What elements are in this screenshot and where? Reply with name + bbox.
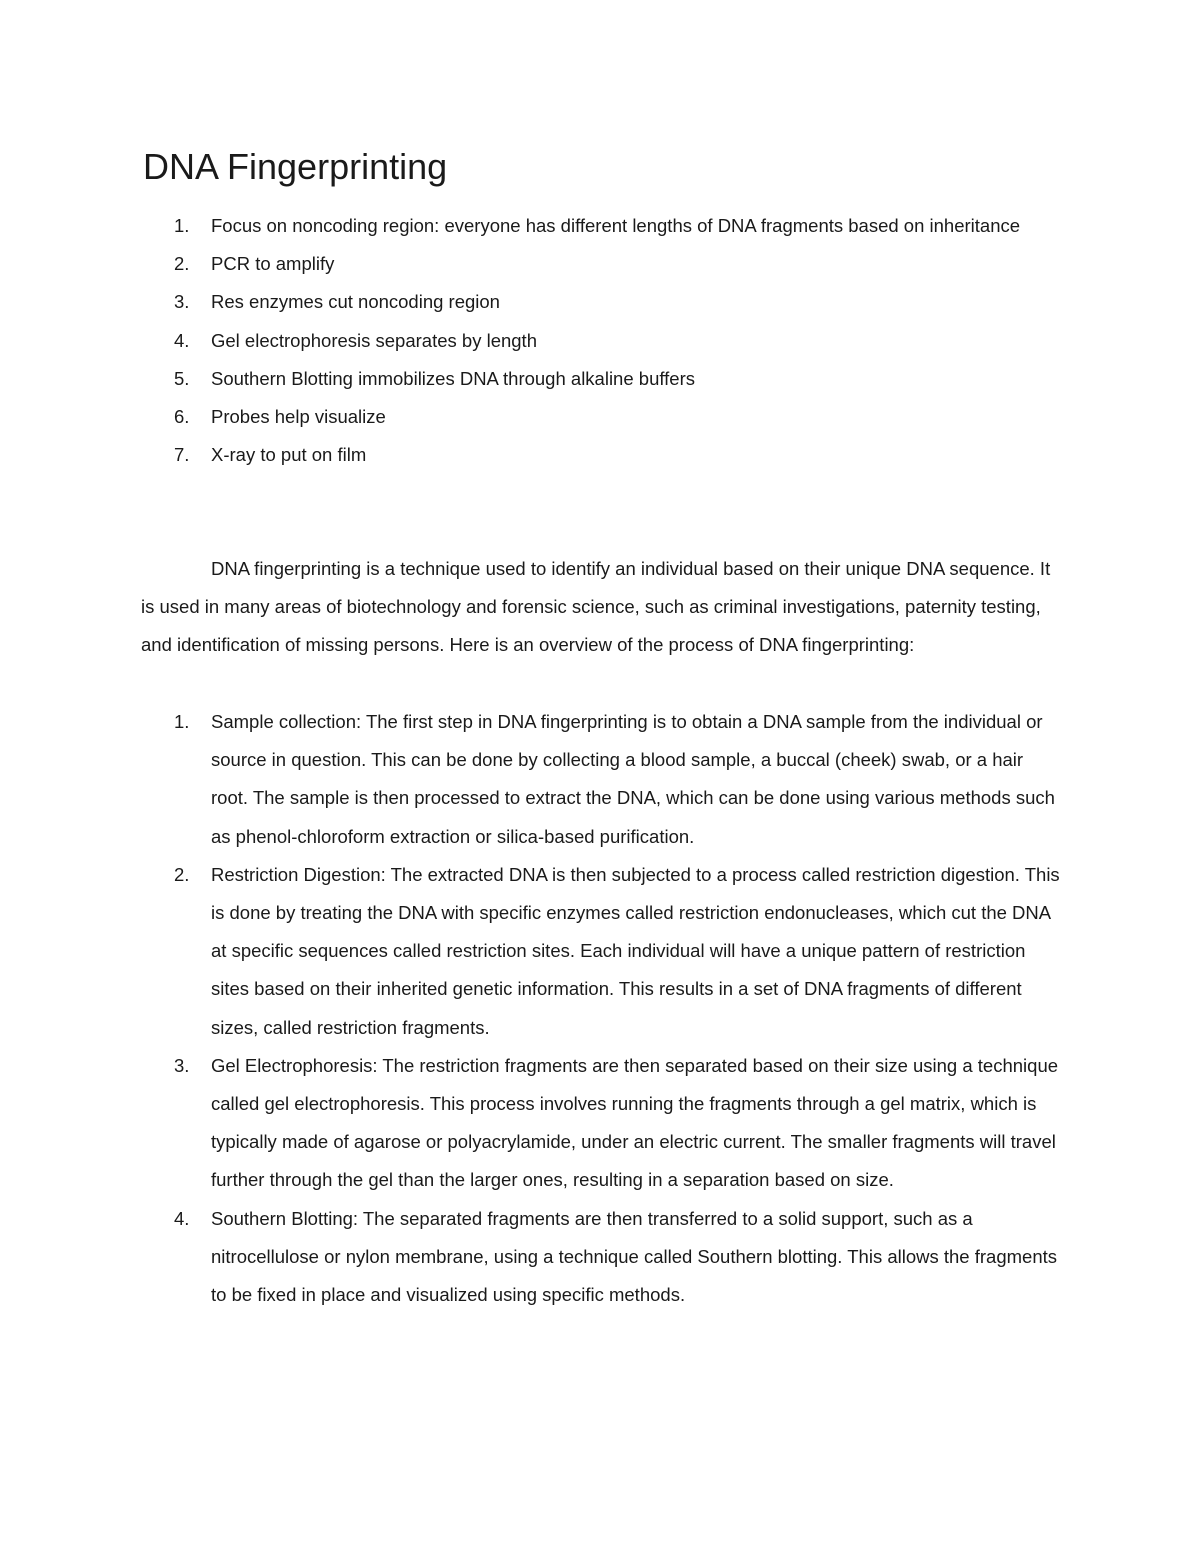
intro-paragraph: DNA fingerprinting is a technique used to identify an individual based on their unique DNA sequence. It is used in many areas of biotechnology and forensic science, such as criminal investigations, paternity testing, and identification of missing persons. Here is an overview of the process of DNA fingerprinting: <box>141 558 1051 656</box>
list-text: Southern Blotting: The separated fragments are then transferred to a solid support, such as a nitrocellulose or nylon membrane, using a technique called Southern blotting. This allows the fragments to be fixed in place and visualized using specific methods. <box>211 1207 1057 1306</box>
list-text: Gel Electrophoresis: The restriction fragments are then separated based on their size using a technique called gel electrophoresis. This process involves running the fragments through a gel matrix, which is typically made of agarose or polyacrylamide, under an electric current. The smaller fragments will travel further through the gel than the larger ones, resulting in a separation based on size. <box>211 1054 1059 1191</box>
list-number: 6. <box>174 406 190 428</box>
list-item <box>0 1200 1200 1315</box>
list-number: 3. <box>174 1054 190 1076</box>
list-text: X-ray to put on film <box>211 444 367 466</box>
list-text: Focus on noncoding region: everyone has different lengths of DNA fragments based on inheritance <box>211 215 1021 236</box>
list-item <box>0 1047 1200 1200</box>
list-number: 7. <box>174 444 190 466</box>
list-number: 2. <box>174 253 190 275</box>
list-text: Probes help visualize <box>211 406 386 428</box>
list-item <box>0 703 1200 856</box>
process-list <box>0 703 1200 1314</box>
list-item <box>0 207 1200 245</box>
list-text: Gel electrophoresis separates by length <box>211 329 537 351</box>
steps-list <box>0 207 1200 474</box>
list-item <box>0 245 1200 283</box>
list-number: 1. <box>174 215 190 236</box>
list-number: 2. <box>174 863 190 885</box>
list-number: 1. <box>174 711 190 732</box>
list-item <box>0 360 1200 398</box>
list-item <box>0 283 1200 321</box>
list-number: 4. <box>174 329 190 351</box>
page-title: DNA Fingerprinting <box>143 146 448 187</box>
list-item <box>0 856 1200 1047</box>
list-item <box>0 322 1200 360</box>
list-number: 5. <box>174 367 190 389</box>
list-text: Restriction Digestion: The extracted DNA is then subjected to a process called restriction digestion. This is done by treating the DNA with specific enzymes called restriction endonucleases, which cut the DNA at specific sequences called restriction sites. Each individual will have a unique pattern of restriction sites based on their inherited genetic information. This results in a set of DNA fragments of different sizes, called restriction fragments. <box>211 863 1060 1038</box>
list-text: Sample collection: The first step in DNA fingerprinting is to obtain a DNA sample from the individual or source in question. This can be done by collecting a blood sample, a buccal (cheek) swab, or a hair root. The sample is then processed to extract the DNA, which can be done using various methods such as phenol-chloroform extraction or silica-based purification. <box>211 711 1055 847</box>
list-number: 4. <box>174 1207 190 1229</box>
list-item <box>0 398 1200 436</box>
list-number: 3. <box>174 291 190 313</box>
list-text: Southern Blotting immobilizes DNA through alkaline buffers <box>211 367 695 389</box>
list-text: Res enzymes cut noncoding region <box>211 291 500 313</box>
list-text: PCR to amplify <box>211 253 335 275</box>
list-item <box>0 436 1200 474</box>
